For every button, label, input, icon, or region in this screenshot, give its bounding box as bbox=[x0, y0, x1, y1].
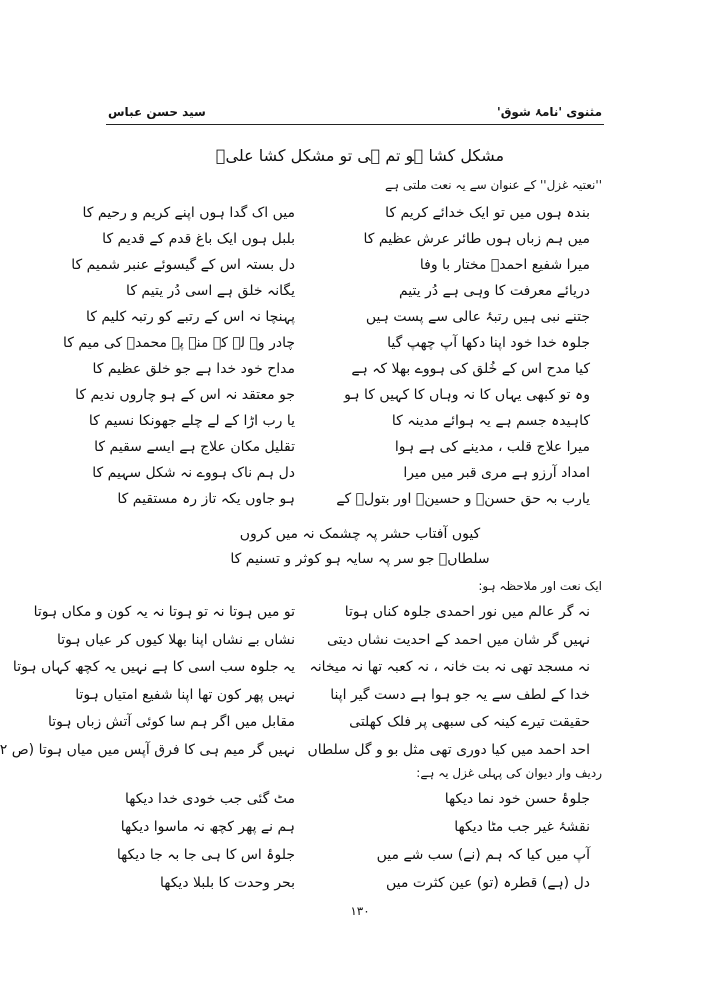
verse-misra-2: یا رب اڑا کے لے چلے جھونکا نسیم کا bbox=[88, 413, 295, 429]
couplet-line-1: کیوں آفتاب حشر پہ چشمک نہ میں کروں bbox=[239, 526, 481, 542]
verse-row bbox=[118, 283, 590, 307]
couplet-line-2: سلطاںؔ جو سر پہ سایہ ہو کوثر و تسنیم کا bbox=[230, 551, 490, 567]
verse-row bbox=[118, 819, 590, 843]
verse-row bbox=[47, 714, 590, 738]
verse-row bbox=[85, 309, 590, 333]
verse-misra-1: میں ہم زباں ہوں طائر عرش عظیم کا bbox=[363, 231, 590, 247]
verse-row bbox=[118, 491, 590, 515]
verse-misra-1: امداد آرزو ہے مری قبر میں میرا bbox=[403, 465, 590, 481]
verse-misra-2: چادر وہ لے کے منہ پہ محمدؐ کی میم کا bbox=[63, 335, 295, 351]
verse-misra-1: نہ گر عالم میں نور احمدی جلوہ کناں ہوتا bbox=[344, 604, 590, 620]
verse-misra-1: دریائے معرفت کا وہی ہے دُر یتیم bbox=[398, 283, 590, 299]
verse-row bbox=[118, 875, 590, 899]
verse-misra-1: آپ میں کیا کہ ہم (نے) سب شے میں bbox=[376, 847, 590, 863]
verse-misra-1: نہیں گر شان میں احمد کے احدیت نشاں دیتی bbox=[327, 631, 590, 648]
verse-misra-1: یارب بہ حق حسنؑ و حسینؑ اور بتولؑ کے bbox=[336, 491, 590, 507]
verse-row bbox=[82, 205, 590, 229]
verse-misra-2: تو میں ہوتا نہ تو ہوتا نہ یہ کون و مکاں ہوتا bbox=[33, 604, 295, 620]
verse-misra-1: جتنے نبی ہیں رتبۂ عالی سے پست ہیں bbox=[365, 309, 590, 325]
verse-misra-2: دل ہم ناک ہووے نہ شکل سہیم کا bbox=[92, 465, 295, 481]
verse-row bbox=[75, 686, 590, 711]
verse-misra-1: دل (ہے) قطرہ (تو) عین کثرت میں bbox=[385, 875, 590, 891]
verse-misra-2: نہیں گر میم ہی کا فرق آپس میں میاں ہوتا (ص ۲ bbox=[0, 741, 295, 758]
section-note-3: ردیف وار دیوان کی پہلی غزل یہ ہے: bbox=[416, 766, 602, 780]
verse-misra-2: مٹ گئی جب خودی خدا دیکھا bbox=[124, 791, 295, 807]
verse-misra-2: دل بستہ اس کے گیسوئے عنبر شمیم کا bbox=[71, 257, 295, 273]
verse-row bbox=[118, 847, 590, 871]
verse-misra-1: نقشۂ غیر جب مٹا دیکھا bbox=[454, 819, 590, 835]
running-header-book-title: مثنوی 'نامۂ شوق' bbox=[497, 105, 602, 119]
verse-row bbox=[0, 741, 590, 766]
verse-row bbox=[33, 604, 590, 628]
verse-misra-2: جو معتقد نہ اس کے ہو چاروں ندیم کا bbox=[75, 387, 295, 403]
verse-misra-2: نشاں بے نشاں اپنا بھلا کیوں کر عیاں ہوتا bbox=[56, 631, 295, 648]
verse-misra-1: جلوۂ حسن خود نما دیکھا bbox=[444, 791, 590, 807]
verse-misra-1: کیا مدح اس کے خُلق کی ہووے بھلا کہ ہے bbox=[351, 361, 590, 377]
verse-misra-2: یہ جلوہ سب اسی کا ہے نہیں یہ کچھ کہاں ہوتا bbox=[12, 659, 295, 675]
verse-misra-1: احد احمد میں کیا دوری تھی مثل بو و گل سلطاں bbox=[307, 741, 590, 758]
verse-row bbox=[56, 631, 590, 656]
header-rule bbox=[106, 124, 604, 125]
verse-row bbox=[12, 659, 590, 683]
verse-misra-2: نہیں پھر کون تھا اپنا شفیع امتیاں ہوتا bbox=[75, 686, 295, 703]
verse-misra-2: جلوۂ اس کا ہی جا بہ جا دیکھا bbox=[116, 847, 295, 863]
page-title: مشکل کشا ہو تم ہی تو مشکل کشا علیؑ bbox=[215, 146, 505, 165]
verse-misra-1: بندہ ہوں میں تو ایک خدائے کریم کا bbox=[385, 205, 590, 221]
verse-misra-1: میرا شفیع احمدؐ مختار با وفا bbox=[419, 257, 590, 273]
verse-misra-1: نہ مسجد تھی نہ بت خانہ ، نہ کعبہ تھا نہ میخانہ bbox=[309, 659, 590, 675]
verse-misra-1: میرا علاج قلب ، مدینے کی ہے ہوا bbox=[394, 439, 590, 455]
verse-misra-2: بلبل ہوں ایک باغ قدم کے قدیم کا bbox=[102, 231, 295, 247]
verse-misra-2: یگانہ خلق ہے اسی دُر یتیم کا bbox=[126, 283, 295, 299]
verse-misra-1: جلوہ خدا خود اپنا دکھا آپ چھپ گیا bbox=[387, 335, 590, 351]
verse-misra-2: پہنچا نہ اس کے رتبے کو رتبہ کلیم کا bbox=[85, 309, 295, 325]
verse-misra-2: مقابل میں اگر ہم سا کوئی آتش زباں ہوتا bbox=[47, 714, 295, 730]
verse-row bbox=[92, 361, 590, 385]
verse-row bbox=[63, 335, 590, 359]
verse-misra-2: مداح خود خدا ہے جو خلق عظیم کا bbox=[92, 361, 295, 377]
verse-misra-1: وہ تو کبھی یہاں کا نہ وہاں کا کہیں کا ہو bbox=[344, 387, 590, 403]
intro-note: ''نعتیہ غزل'' کے عنوان سے یہ نعت ملتی ہے bbox=[384, 178, 602, 192]
verse-row bbox=[92, 465, 590, 489]
verse-row bbox=[75, 387, 590, 411]
verse-misra-2: میں اک گدا ہوں اپنے کریم و رحیم کا bbox=[82, 205, 295, 221]
verse-misra-1: کاہیدہ جسم ہے یہ ہوائے مدینہ کا bbox=[391, 413, 590, 429]
verse-misra-2: ہم نے پھر کچھ نہ ماسوا دیکھا bbox=[120, 819, 295, 835]
running-header-author: سید حسن عباس bbox=[108, 105, 206, 119]
verse-misra-2: تقلیل مکان علاج ہے ایسے سقیم کا bbox=[94, 439, 295, 455]
verse-row bbox=[118, 791, 590, 815]
section-note-2: ایک نعت اور ملاحظہ ہو: bbox=[478, 579, 602, 593]
verse-misra-2: بحر وحدت کا بلبلا دیکھا bbox=[159, 875, 295, 891]
verse-misra-2: ہو جاوں یکہ تاز رہ مستقیم کا bbox=[117, 491, 295, 507]
verse-row bbox=[94, 439, 590, 463]
verse-misra-1: حقیقت تیرے کینہ کی سبھی پر فلک کھلتی bbox=[349, 714, 590, 730]
verse-row bbox=[88, 413, 590, 437]
page-number: ۱۳۰ bbox=[350, 904, 370, 918]
verse-row bbox=[71, 257, 590, 281]
verse-row bbox=[102, 231, 590, 255]
verse-misra-1: خدا کے لطف سے یہ جو ہوا ہے دست گیر اپنا bbox=[330, 686, 590, 703]
